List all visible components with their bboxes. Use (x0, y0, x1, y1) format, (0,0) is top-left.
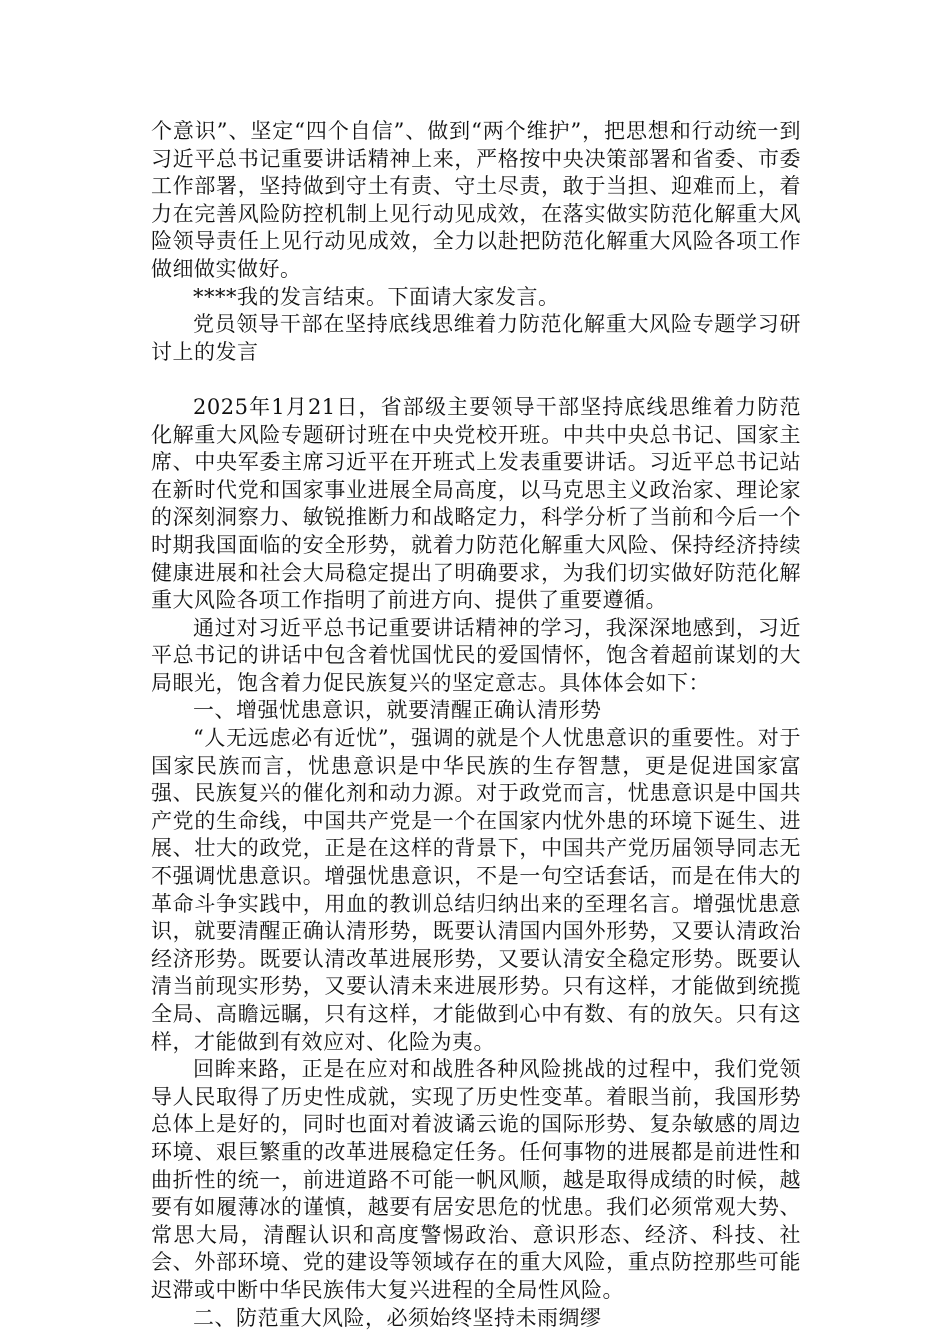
heading-two: 二、防范重大风险，必须始终坚持未雨绸缪 (193, 1305, 602, 1330)
document-body (151, 118, 801, 1332)
blank-line (151, 366, 801, 394)
section-title: 党员领导干部在坚持底线思维着力防范化解重大风险专题学习研讨上的发言 (151, 312, 801, 364)
paragraph-awareness: “人无远虑必有近忧”，强调的就是个人忧患意识的重要性。对于国家民族而言，忧患意识是中华民族的生存智慧，更是促进国家富强、民族复兴的催化剂和动力源。对于政党而言，忧患意识是中国共产党的生命线，中国共产党是一个在国家内忧外患的环境下诞生、进展、壮大的政党，正是在这样的背景下，中国共产党历届领导同志无不强调忧患意识。增强忧患意识，不是一句空话套话，而是在伟大的革命斗争实践中，用血的教训总结归纳出来的至理名言。增强忧患意识，就要清醒正确认清形势，既要认清国内国外形势，又要认清政治经济形势。既要认清改革进展形势，又要认清安全稳定形势。既要认清当前现实形势，又要认清未来进展形势。只有这样，才能做到统揽全局、高瞻远瞩，只有这样，才能做到心中有数、有的放矢。只有这样，才能做到有效应对、化险为夷。 (151, 726, 801, 1054)
heading-one: 一、增强忧患意识，就要清醒正确认清形势 (193, 698, 602, 723)
paragraph-study: 通过对习近平总书记重要讲话精神的学习，我深深地感到，习近平总书记的讲话中包含着忧国忧民的爱国情怀，饱含着超前谋划的大局眼光，饱含着力促民族复兴的坚定意志。具体体会如下： (151, 615, 801, 695)
paragraph-review: 回眸来路，正是在应对和战胜各种风险挑战的过程中，我们党领导人民取得了历史性成就，实现了历史性变革。着眼当前，我国形势总体上是好的，同时也面对着波谲云诡的国际形势、复杂敏感的周边环境、艰巨繁重的改革进展稳定任务。任何事物的进展都是前进性和曲折性的统一，前进道路不可能一帆风顺，越是取得成绩的时候，越要有如履薄冰的谨慎，越要有居安思危的忧患。我们必须常观大势、常思大局，清醒认识和高度警惕政治、意识形态、经济、科技、社会、外部环境、党的建设等领域存在的重大风险，重点防控那些可能迟滞或中断中华民族伟大复兴进程的全局性风险。 (151, 1057, 801, 1302)
paragraph-intro: 2025年1月21日，省部级主要领导干部坚持底线思维着力防范化解重大风险专题研讨班在中央党校开班。中共中央总书记、国家主席、中央军委主席习近平在开班式上发表重要讲话。习近平总书记站在新时代党和国家事业进展全局高度，以马克思主义政治家、理论家的深刻洞察力、敏锐推断力和战略定力，科学分析了当前和今后一个时期我国面临的安全形势，就着力防范化解重大风险、保持经济持续健康进展和社会大局稳定提出了明确要求，为我们切实做好防范化解重大风险各项工作指明了前进方向、提供了重要遵循。 (151, 394, 801, 613)
paragraph-continuation: 个意识”、坚定“四个自信”、做到“两个维护”，把思想和行动统一到习近平总书记重要讲话精神上来，严格按中央决策部署和省委、市委工作部署，坚持做到守土有责、守土尽责，敢于当担、迎难而上，着力在完善风险防控机制上见行动见成效，在落实做实防范化解重大风险领导责任上见行动见成效，全力以赴把防范化解重大风险各项工作做细做实做好。 (151, 119, 801, 281)
paragraph-closing-remark: ****我的发言结束。下面请大家发言。 (193, 284, 560, 309)
